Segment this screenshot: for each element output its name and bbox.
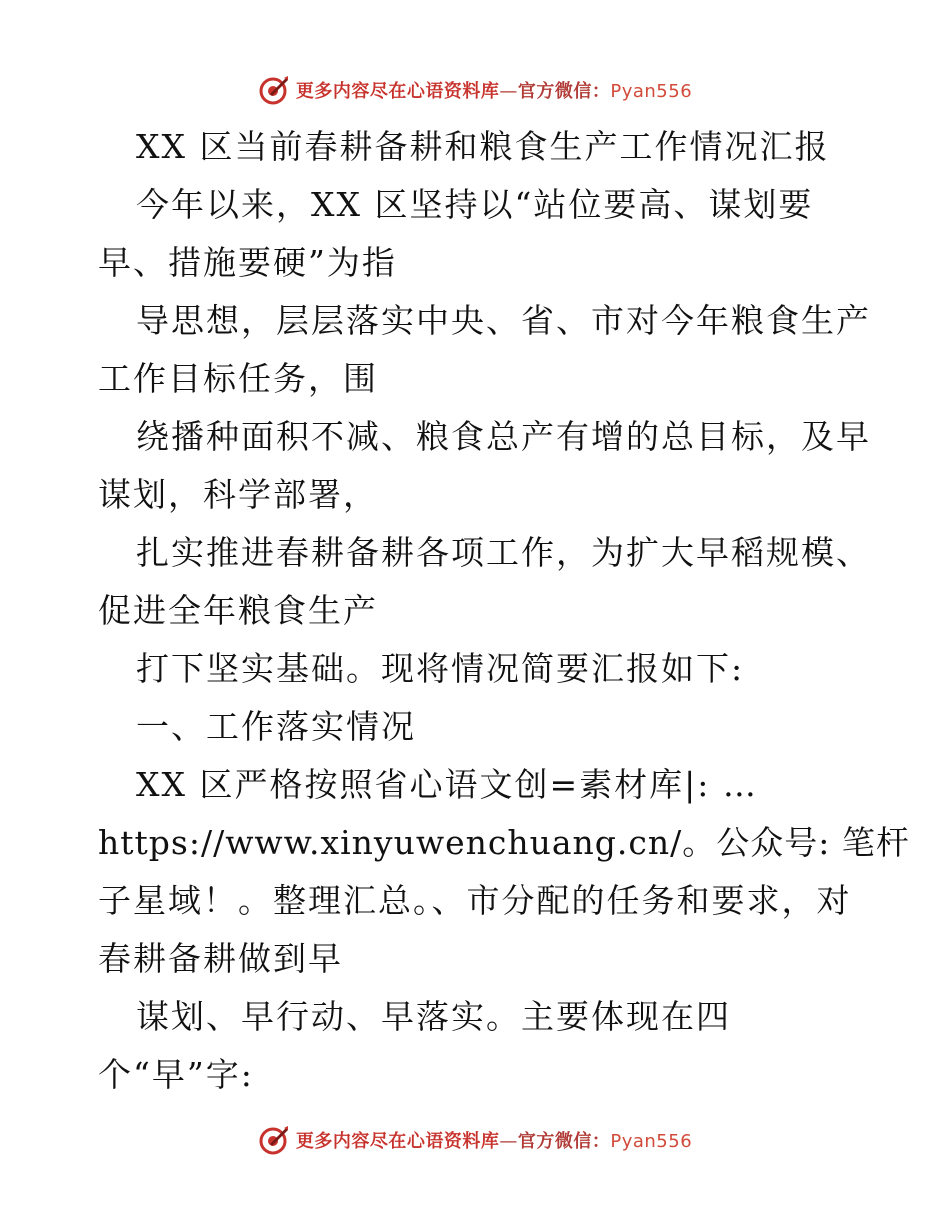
- banner-wechat-label: 官方微信：: [517, 1131, 611, 1152]
- paragraph-line: 打下坚实基础。现将情况简要汇报如下:: [136, 649, 745, 688]
- header-banner: [0, 70, 950, 110]
- paragraph-line: 扎实推进春耕备耕各项工作，为扩大早稻规模、: [136, 533, 871, 572]
- paragraph-line: 谋划，科学部署，: [98, 475, 378, 514]
- banner-text: [296, 1127, 692, 1153]
- document-body: [98, 118, 910, 1104]
- paragraph-line: 个“早”字:: [98, 1055, 254, 1094]
- paragraph-line: 导思想，层层落实中央、省、市对今年粮食生产: [136, 301, 871, 340]
- paragraph-line: 早、措施要硬”为指: [98, 243, 397, 282]
- banner-inner: [258, 74, 692, 106]
- banner-text: [296, 77, 692, 103]
- paragraph-line: 子星域！。整理汇总。、市分配的任务和要求，对: [98, 881, 852, 920]
- pen-logo-icon: [258, 74, 290, 106]
- paragraph-line: 春耕备耕做到早: [98, 939, 343, 978]
- url-line: https://www.xinyuwenchuang.cn/。公众号: 笔杆: [98, 823, 910, 862]
- footer-banner: [0, 1120, 950, 1160]
- banner-wechat-label: 官方微信：: [517, 81, 611, 102]
- paragraph-line: 今年以来，XX 区坚持以“站位要高、谋划要: [136, 185, 814, 224]
- paragraph-line: XX 区严格按照省心语文创=素材库|: …: [136, 765, 758, 804]
- document-title: XX 区当前春耕备耕和粮食生产工作情况汇报: [136, 127, 830, 166]
- banner-inner: [258, 1124, 692, 1156]
- paragraph-line: 绕播种面积不减、粮食总产有增的总目标，及早: [136, 417, 871, 456]
- pen-logo-icon: [258, 1124, 290, 1156]
- banner-wechat-id: Pyan556: [610, 81, 693, 102]
- paragraph-line: 促进全年粮食生产: [98, 591, 378, 630]
- paragraph-line: 工作目标任务，围: [98, 359, 378, 398]
- paragraph-line: 谋划、早行动、早落实。主要体现在四: [136, 997, 731, 1036]
- banner-separator: —: [499, 1131, 518, 1152]
- section-heading: 一、工作落实情况: [136, 707, 416, 746]
- banner-separator: —: [499, 81, 518, 102]
- banner-main-text: 更多内容尽在心语资料库: [295, 1131, 500, 1152]
- banner-main-text: 更多内容尽在心语资料库: [295, 81, 500, 102]
- banner-wechat-id: Pyan556: [610, 1131, 693, 1152]
